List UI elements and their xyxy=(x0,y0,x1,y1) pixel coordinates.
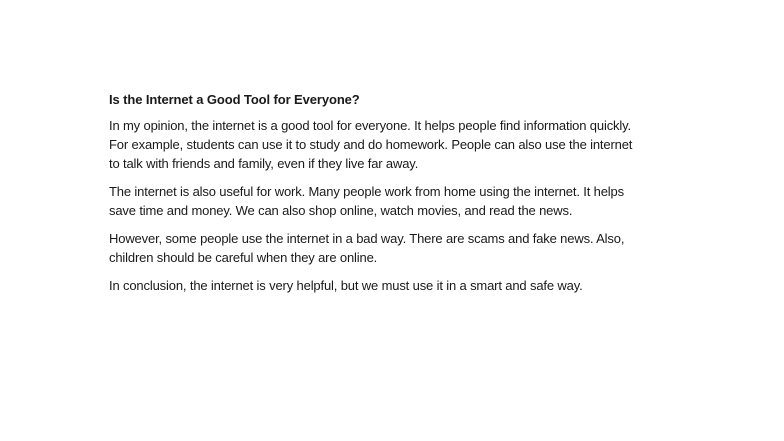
document-title: Is the Internet a Good Tool for Everyone? xyxy=(109,92,360,107)
paragraph-line: to talk with friends and family, even if they live far away. xyxy=(109,156,419,171)
paragraph-line: save time and money. We can also shop online, watch movies, and read the news. xyxy=(109,203,573,218)
paragraph-conclusion xyxy=(109,276,709,295)
paragraph-risks xyxy=(109,229,709,267)
paragraph-line: children should be careful when they are online. xyxy=(109,250,378,265)
paragraph-line: In conclusion, the internet is very helpful, but we must use it in a smart and safe way. xyxy=(109,278,583,293)
paragraph-intro xyxy=(109,116,709,173)
document-body xyxy=(109,90,709,304)
paragraph-line: However, some people use the internet in a bad way. There are scams and fake news. Also, xyxy=(109,231,625,246)
paragraph-line: The internet is also useful for work. Many people work from home using the internet. It helps xyxy=(109,184,624,199)
paragraph-line: In my opinion, the internet is a good tool for everyone. It helps people find information quickly. xyxy=(109,118,631,133)
paragraph-line: For example, students can use it to study and do homework. People can also use the internet xyxy=(109,137,633,152)
paragraph-work xyxy=(109,182,709,220)
